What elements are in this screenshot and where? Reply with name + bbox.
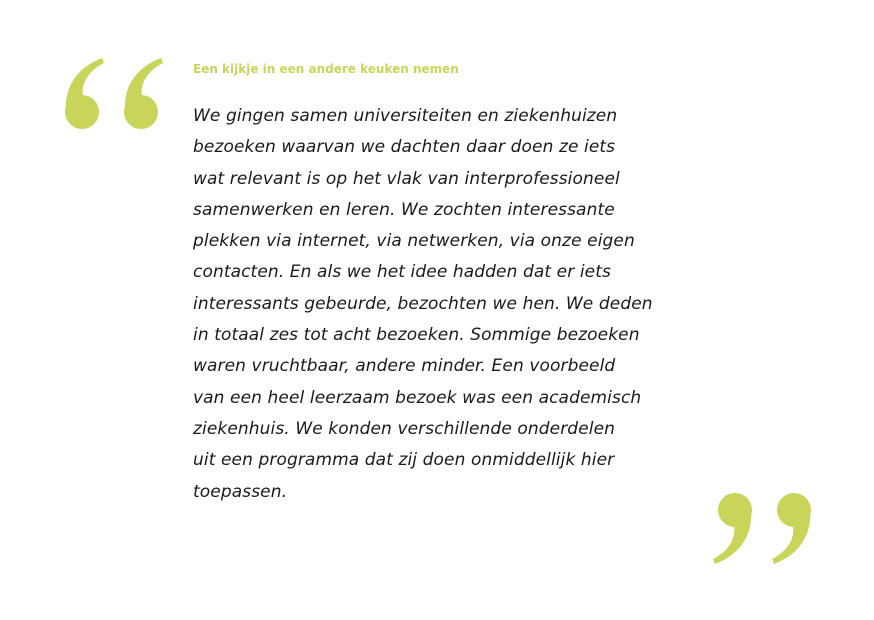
quote-line: wat relevant is op het vlak van interprofessioneel (193, 168, 620, 189)
quote-line: We gingen samen universiteiten en ziekenhuizen (193, 106, 618, 126)
quote-line: samenwerken en leren. We zochten interessante (193, 199, 615, 220)
closing-quote-mark-icon (712, 492, 814, 564)
quote-line: bezoeken waarvan we dachten daar doen ze iets (193, 137, 616, 158)
quote-line: in totaal zes tot acht bezoeken. Sommige bezoeken (193, 325, 640, 346)
quote-line: interessants gebeurde, bezochten we hen. We deden (193, 293, 653, 314)
quote-line: toepassen. (193, 481, 288, 502)
quote-body (193, 101, 733, 508)
quote-line: contacten. En als we het idee hadden dat er iets (193, 262, 611, 283)
quote-line: uit een programma dat zij doen onmiddellijk hier (193, 450, 615, 471)
quote-line: plekken via internet, via netwerken, via onze eigen (193, 231, 635, 252)
quote-line: ziekenhuis. We konden verschillende onderdelen (193, 418, 616, 439)
quote-heading: Een kijkje in een andere keuken nemen (193, 62, 459, 76)
quote-line: van een heel leerzaam bezoek was een academisch (193, 387, 642, 408)
quote-line: waren vruchtbaar, andere minder. Een voorbeeld (193, 356, 616, 377)
opening-quote-mark-icon (62, 58, 164, 130)
